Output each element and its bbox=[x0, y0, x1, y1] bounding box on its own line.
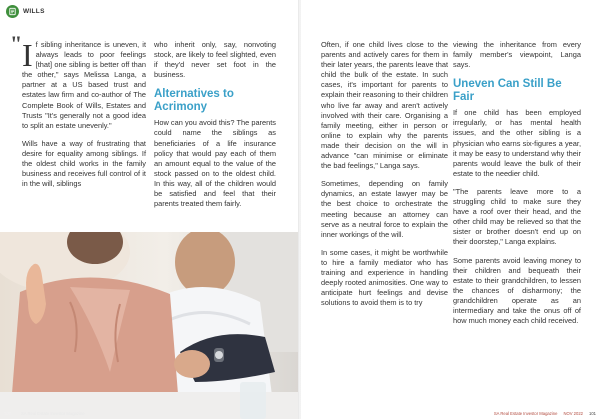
paragraph-intro: f sibling inheritance is uneven, it always leads to poor feelings [that] one sibling is better off than the other," says Melissa Langa, a partner at a US based trust and estates law firm and co-author of The Complete Book of Wills, Estates and Trusts "It's generally not a good idea to split an estate unevenly." bbox=[22, 40, 146, 130]
open-quote-mark: " bbox=[10, 31, 23, 56]
right-column-2 bbox=[453, 40, 581, 326]
paragraph-wills-frustrate: Wills have a way of frustrating that desire for equality among siblings. If the oldest child works in the family business and receives full control of it in the will, siblings bbox=[22, 138, 146, 189]
paragraph-struggling-child: "The parents leave more to a struggling child to make sure they have a roof over their head, and the other child may be relieved so that the sister or brother doesn't end up on their doorstep," Langa explains. bbox=[453, 186, 581, 247]
paragraph-child-lives-close: Often, if one child lives close to the parents and actively cares for them in their later years, the parents leave that child the bulk of the estate. In such cases, it's important for parents to explain their reasoning to their children who live far away and aren't actively involved with their care. Organising a family meeting, either in person or online to explain why the parents made their decision on the will in advance "can minimise or eliminate the bad feelings," Langa says. bbox=[321, 40, 448, 171]
section-tag bbox=[6, 4, 45, 18]
dropcap: I bbox=[22, 37, 33, 73]
heading-alternatives: Alternatives to Acrimony bbox=[154, 88, 234, 114]
section-label: WILLS bbox=[23, 7, 45, 15]
paragraph-estate-lawyer: Sometimes, depending on family dynamics, an estate lawyer may be the best choice to orchestrate the meeting because an attorney can serve as a neutral force to explain the inner workings of the will. bbox=[321, 179, 448, 239]
left-footer-title: SA Real Estate Investor Magazine bbox=[21, 411, 85, 416]
right-footer-title: SA Real Estate Investor Magazine bbox=[493, 411, 558, 416]
left-page-number: 100 bbox=[4, 411, 11, 416]
paragraph-grandchildren: Some parents avoid leaving money to their children and bequeath their estate to their grandchildren, to lessen the chances of disharmony; the grandchildren operate as an intermediary and take the onus off of how much money each child received. bbox=[453, 255, 581, 326]
paragraph-nonvoting-stock: who inherit only, say, nonvoting stock, are likely to feel slighted, even if they'd never set foot in the business. bbox=[154, 40, 276, 80]
photo-couple-with-advisor bbox=[0, 232, 299, 419]
right-page bbox=[301, 0, 600, 419]
wills-badge-icon bbox=[6, 5, 19, 18]
left-column-2 bbox=[154, 40, 276, 209]
paragraph-family-mediator: In some cases, it might be worthwhile to hire a family mediator who has training and experience in handling deeply rooted animosities. One way to anticipate hurt feelings and devise solutions to avoid them is to try bbox=[321, 247, 448, 308]
right-column-1 bbox=[321, 40, 448, 308]
paragraph-viewpoint: viewing the inheritance from every family member's viewpoint, Langa says. bbox=[453, 40, 581, 70]
left-footer bbox=[4, 411, 85, 416]
right-footer bbox=[494, 411, 596, 416]
right-footer-date: NOV 2022 bbox=[563, 411, 583, 416]
paragraph-irregular-employment: If one child has been employed irregularly, or has mental health issues, and the other sibling is a physician who earns six-figures a year, it may be easy to understand why their parents would leave the bulk of their estate to the needier child. bbox=[453, 108, 581, 178]
heading-uneven-fair: Uneven Can Still Be Fair bbox=[453, 78, 562, 104]
left-page bbox=[0, 0, 299, 419]
left-column-1 bbox=[22, 37, 146, 189]
right-page-number: 101 bbox=[589, 411, 596, 416]
paragraph-avoid: How can you avoid this? The parents could name the siblings as beneficiaries of a life insurance policy that would pay each of them an amount equal to the value of the stock passed on to the oldest child. In this way, all of the children would be satisfied and feel that their parents treated them fairly. bbox=[154, 118, 276, 209]
